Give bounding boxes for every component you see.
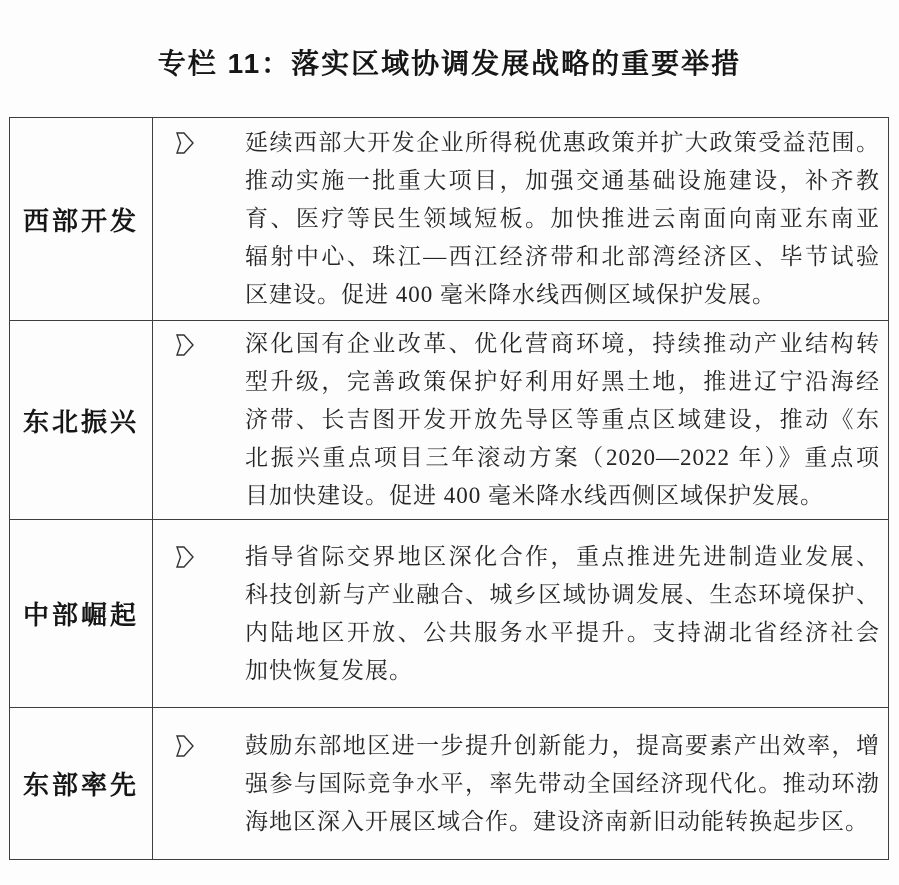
content-line: 海地区深入开展区域合作。建设济南新旧动能转换起步区。 [245, 808, 869, 834]
content-line: 区建设。促进 400 毫米降水线西侧区域保护发展。 [245, 282, 776, 307]
content-line: 辐射中心、珠江—西江经济带和北部湾经济区、毕节试验 [245, 244, 880, 269]
content-line: 强参与国际竞争水平，率先带动全国经济现代化。推动环渤 [245, 770, 880, 796]
regional-measures-table [9, 117, 889, 860]
content-line: 鼓励东部地区进一步提升创新能力，提高要素产出效率，增 [245, 732, 880, 758]
row-content-central-rise [153, 520, 888, 707]
content-line: 延续西部大开发企业所得税优惠政策并扩大政策受益范围。 [245, 130, 880, 155]
row-content-western-development [153, 118, 888, 320]
content-line: 型升级，完善政策保护好利用好黑土地，推进辽宁沿海经 [245, 369, 880, 394]
arrow-right-outline-icon [174, 543, 196, 571]
arrow-right-outline-icon [174, 732, 196, 760]
content-line: 推动实施一批重大项目，加强交通基础设施建设，补齐教 [245, 168, 880, 193]
row-content-eastern-lead [153, 708, 888, 859]
arrow-right-outline-icon [174, 129, 196, 157]
row-label-western-development: 西部开发 [10, 118, 153, 320]
content-text [245, 325, 880, 515]
table-row-northeast-revitalization [10, 320, 888, 519]
row-label-northeast-revitalization: 东北振兴 [10, 321, 153, 519]
content-line: 目加快建设。促进 400 毫米降水线西侧区域保护发展。 [245, 483, 824, 508]
content-line: 北振兴重点项目三年滚动方案（2020—2022 年）》重点项 [245, 445, 880, 470]
content-text [245, 538, 880, 690]
content-line: 加快恢复发展。 [245, 657, 413, 683]
content-line: 指导省际交界地区深化合作，重点推进先进制造业发展、 [245, 543, 880, 569]
content-line: 济带、长吉图开发开放先导区等重点区域建设，推动《东 [245, 407, 880, 432]
content-text [245, 727, 880, 841]
content-line: 内陆地区开放、公共服务水平提升。支持湖北省经济社会 [245, 619, 880, 645]
content-text [245, 124, 880, 314]
content-line: 科技创新与产业融合、城乡区域协调发展、生态环境保护、 [245, 581, 880, 607]
table-row-eastern-lead [10, 707, 888, 859]
content-line: 深化国有企业改革、优化营商环境，持续推动产业结构转 [245, 331, 880, 356]
table-row-central-rise [10, 519, 888, 707]
arrow-right-outline-icon [174, 331, 196, 359]
page-title: 专栏 11：落实区域协调发展战略的重要举措 [157, 48, 742, 79]
row-label-eastern-lead: 东部率先 [10, 708, 153, 859]
row-content-northeast-revitalization [153, 321, 888, 519]
table-row-western-development [10, 118, 888, 320]
row-label-central-rise: 中部崛起 [10, 520, 153, 707]
content-line: 育、医疗等民生领域短板。加快推进云南面向南亚东南亚 [245, 206, 880, 231]
